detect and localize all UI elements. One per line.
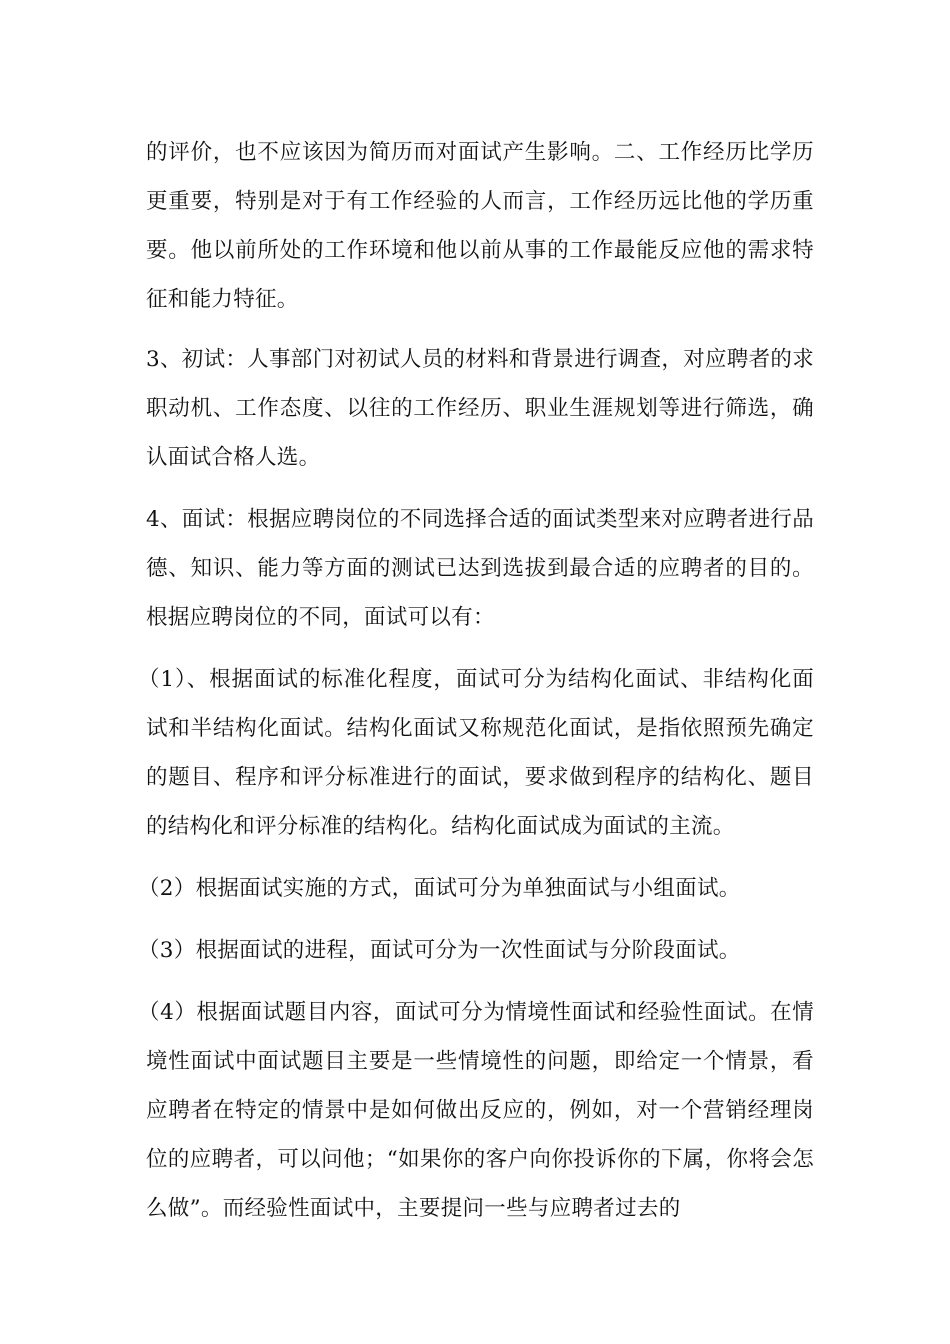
paragraph-interview-type-1: （1）、根据面试的标准化程度，面试可分为结构化面试、非结构化面试和半结构化面试。结构化面试又称规范化面试，是指依照预先确定的题目、程序和评分标准进行的面试，要求做到程序的结构化、题目的结构化和评分标准的结构化。结构化面试成为面试的主流。 <box>138 667 814 839</box>
paragraph-interview-type-2: （2）根据面试实施的方式，面试可分为单独面试与小组面试。 <box>138 876 741 901</box>
paragraph-interview-type-3: （3）根据面试的进程，面试可分为一次性面试与分阶段面试。 <box>138 938 741 963</box>
paragraph-initial-screening: 3、初试：人事部门对初试人员的材料和背景进行调查，对应聘者的求职动机、工作态度、以往的工作经历、职业生涯规划等进行筛选，确认面试合格人选。 <box>146 347 814 470</box>
paragraph-resume-evaluation: 的评价，也不应该因为简历而对面试产生影响。二、工作经历比学历更重要，特别是对于有工作经验的人而言，工作经历远比他的学历重要。他以前所处的工作环境和他以前从事的工作最能反应他的需求特征和能力特征。 <box>146 140 814 312</box>
paragraph-interview: 4、面试：根据应聘岗位的不同选择合适的面试类型来对应聘者进行品德、知识、能力等方面的测试已达到选拔到最合适的应聘者的目的。根据应聘岗位的不同，面试可以有： <box>146 507 814 630</box>
paragraph-interview-type-4: （4）根据面试题目内容，面试可分为情境性面试和经验性面试。在情境性面试中面试题目主要是一些情境性的问题，即给定一个情景，看应聘者在特定的情景中是如何做出反应的，例如，对一个营销经理岗位的应聘者，可以问他；“如果你的客户向你投诉你的下属，你将会怎么做”。而经验性面试中，主要提问一些与应聘者过去的 <box>138 1000 814 1221</box>
document-body <box>138 128 814 1246</box>
